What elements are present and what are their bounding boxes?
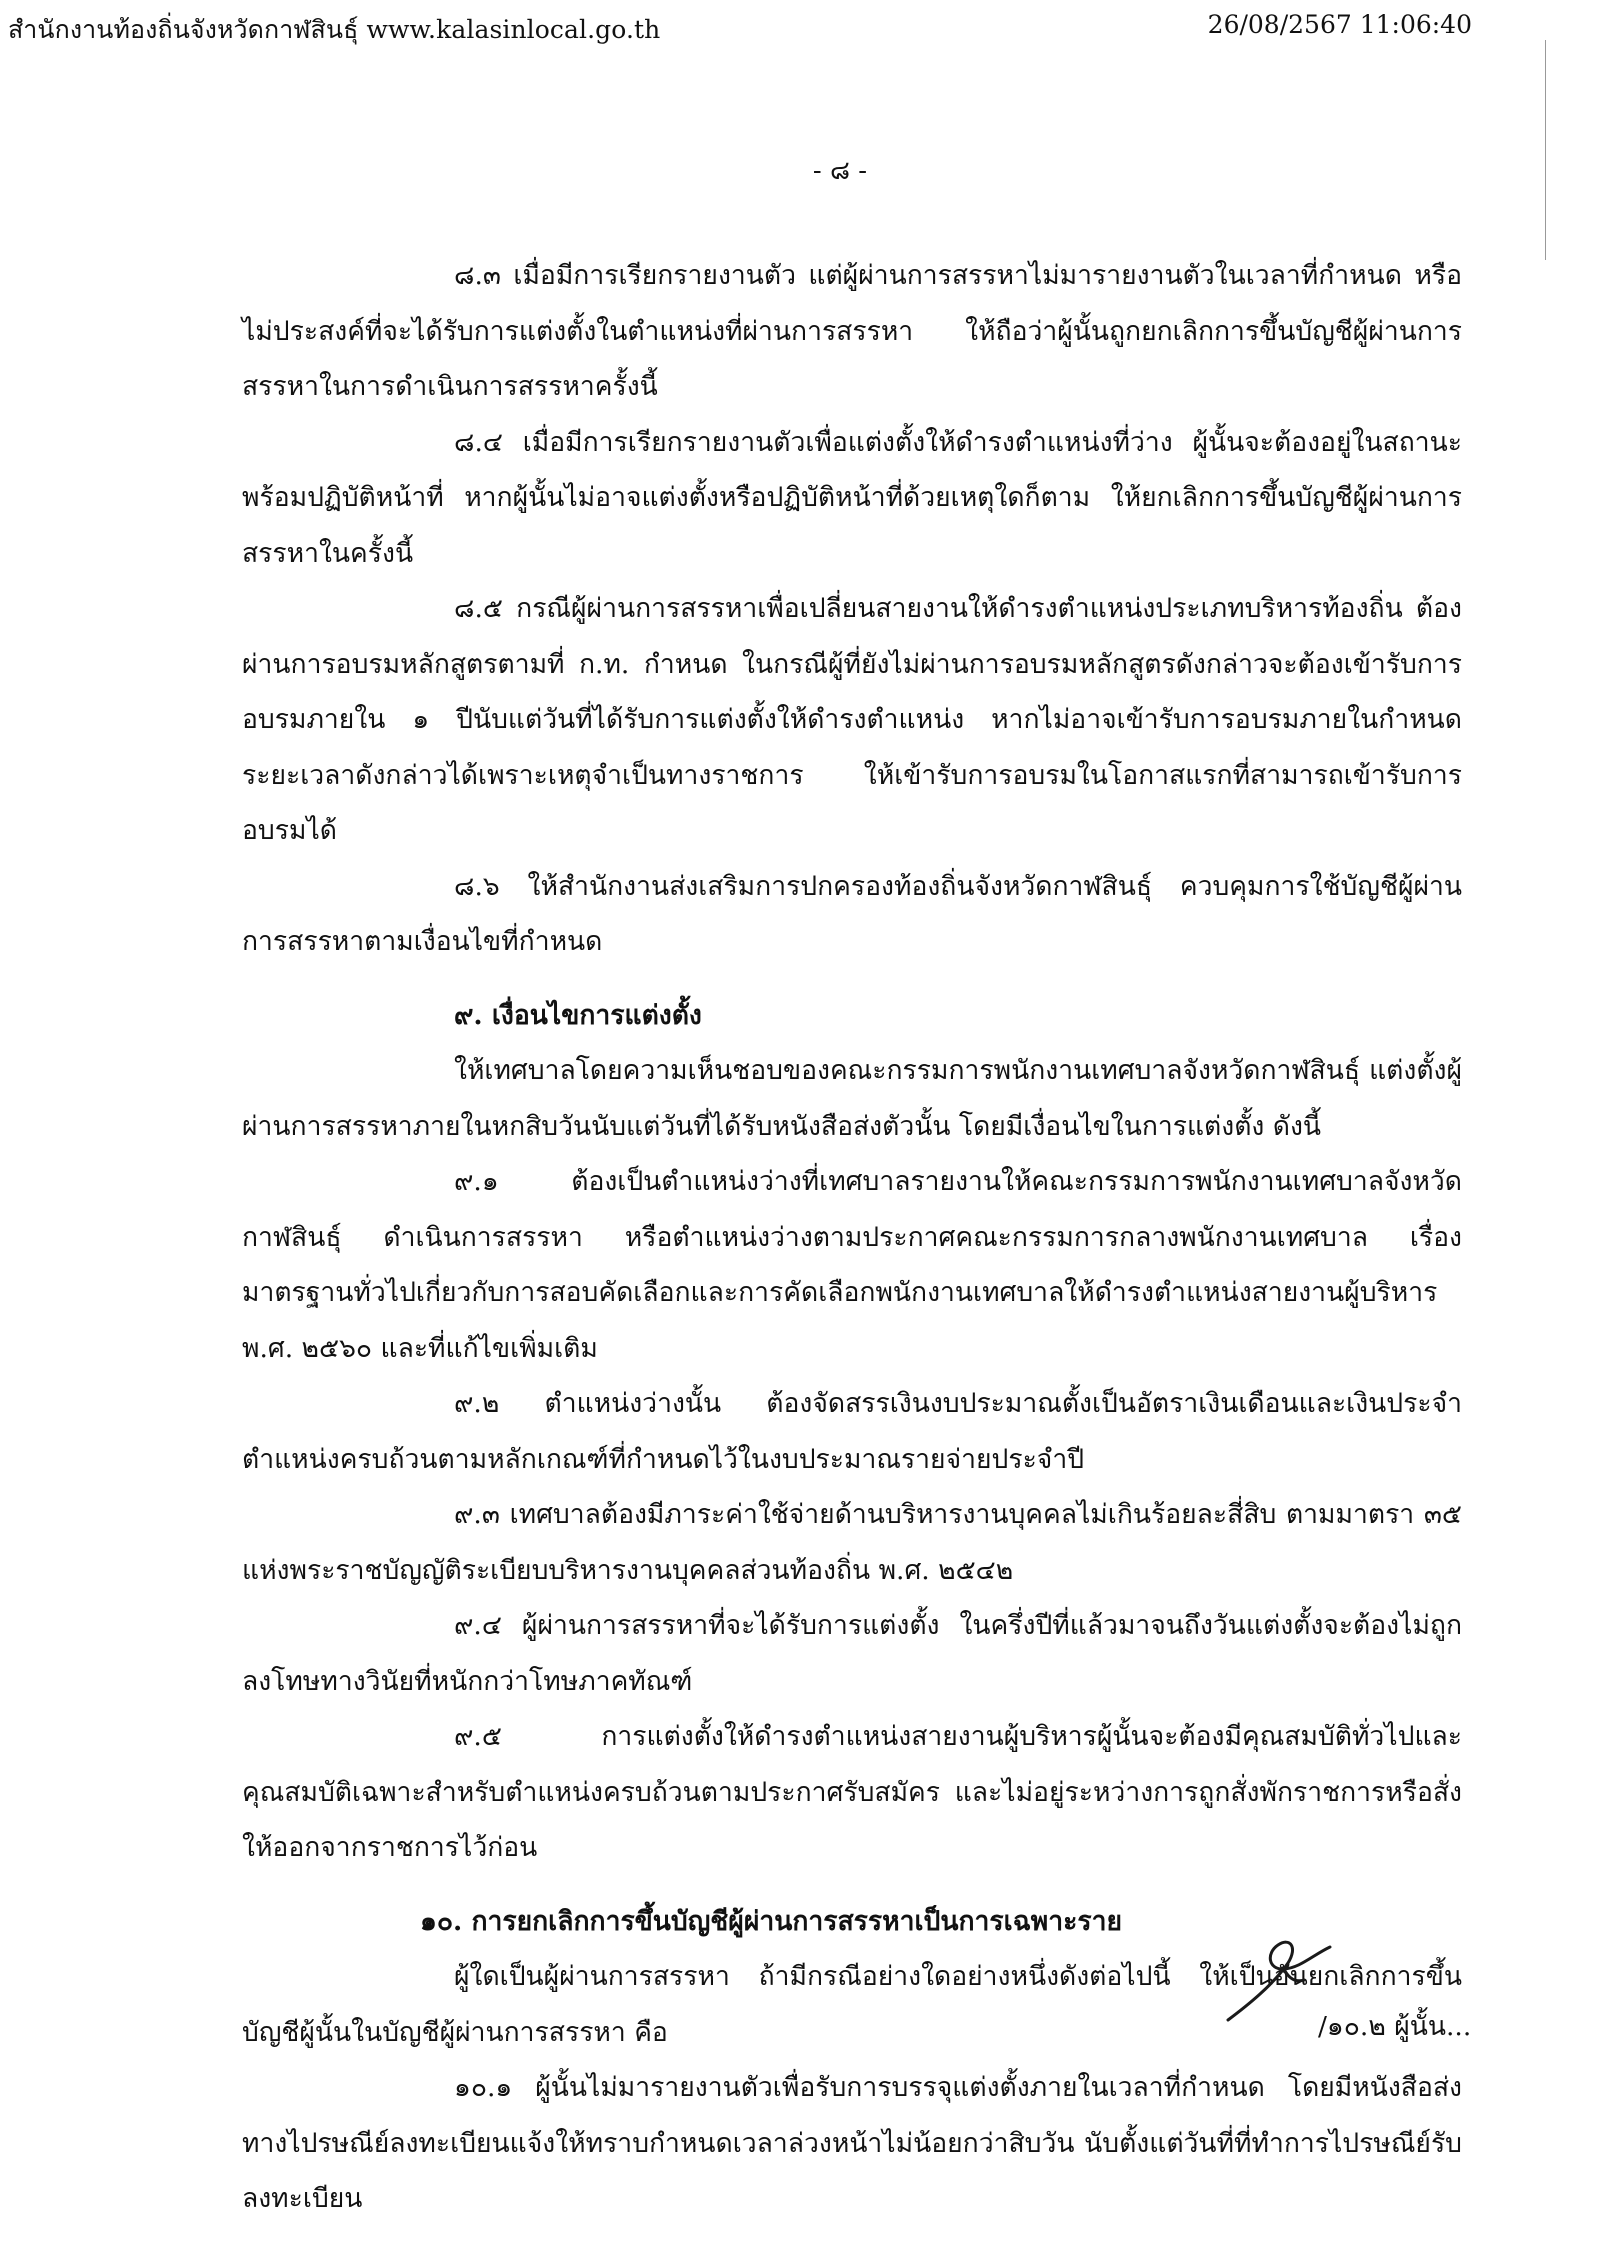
continued-note: /๑๐.๒ ผู้นั้น... (1318, 2011, 1472, 2042)
document-source-header: สำนักงานท้องถิ่นจังหวัดกาฬสินธุ์ www.kalasinlocal.go.th (8, 15, 661, 44)
paragraph-8-4: ๘.๔ เมื่อมีการเรียกรายงานตัวเพื่อแต่งตั้งให้ดำรงตำแหน่งที่ว่าง ผู้นั้นจะต้องอยู่ในสถานะพร้อมปฏิบัติหน้าที่ หากผู้นั้นไม่อาจแต่งตั้งหรือปฏิบัติหน้าที่ด้วยเหตุใดก็ตาม ให้ยกเลิกการขึ้นบัญชีผู้ผ่านการสรรหาในครั้งนี้ (242, 426, 1462, 569)
page-number: - ๘ - (812, 156, 868, 186)
scan-edge-mark (1545, 40, 1546, 260)
paragraph-8-5: ๘.๕ กรณีผู้ผ่านการสรรหาเพื่อเปลี่ยนสายงานให้ดำรงตำแหน่งประเภทบริหารท้องถิ่น ต้องผ่านการอบรมหลักสูตรตามที่ ก.ท. กำหนด ในกรณีผู้ที่ยังไม่ผ่านการอบรมหลักสูตรดังกล่าวจะต้องเข้ารับการอบรมภายใน ๑ ปีนับแต่วันที่ได้รับการแต่งตั้งให้ดำรงตำแหน่ง หากไม่อาจเข้ารับการอบรมภายในกำหนดระยะเวลาดังกล่าวได้เพราะเหตุจำเป็นทางราชการ ให้เข้ารับการอบรมในโอกาสแรกที่สามารถเข้ารับการอบรมได้ (242, 593, 1462, 846)
paragraph-10-intro: ผู้ใดเป็นผู้ผ่านการสรรหา ถ้ามีกรณีอย่างใดอย่างหนึ่งดังต่อไปนี้ ให้เป็นอันยกเลิกการขึ้นบัญชีผู้นั้นในบัญชีผู้ผ่านการสรรหา คือ (242, 1961, 1462, 2048)
section-heading-9: ๙. เงื่อนไขการแต่งตั้ง (454, 999, 702, 1031)
paragraph-9-1: ๙.๑ ต้องเป็นตำแหน่งว่างที่เทศบาลรายงานให้คณะกรรมการพนักงานเทศบาลจังหวัดกาฬสินธุ์ ดำเนินการสรรหา หรือตำแหน่งว่างตามประกาศคณะกรรมการกลางพนักงานเทศบาล เรื่อง มาตรฐานทั่วไปเกี่ยวกับการสอบคัดเลือกและการคัดเลือกพนักงานเทศบาลให้ดำรงตำแหน่งสายงานผู้บริหาร พ.ศ. ๒๕๖๐ และที่แก้ไขเพิ่มเติม (242, 1166, 1462, 1364)
paragraph-8-3: ๘.๓ เมื่อมีการเรียกรายงานตัว แต่ผู้ผ่านการสรรหาไม่มารายงานตัวในเวลาที่กำหนด หรือไม่ประสงค์ที่จะได้รับการแต่งตั้งในตำแหน่งที่ผ่านการสรรหา ให้ถือว่าผู้นั้นถูกยกเลิกการขึ้นบัญชีผู้ผ่านการสรรหาในการดำเนินการสรรหาครั้งนี้ (242, 260, 1462, 402)
paragraph-9-3: ๙.๓ เทศบาลต้องมีภาระค่าใช้จ่ายด้านบริหารงานบุคคลไม่เกินร้อยละสี่สิบ ตามมาตรา ๓๕ แห่งพระราชบัญญัติระเบียบบริหารงานบุคคลส่วนท้องถิ่น พ.ศ. ๒๕๔๒ (242, 1499, 1462, 1586)
paragraph-9-4: ๙.๔ ผู้ผ่านการสรรหาที่จะได้รับการแต่งตั้ง ในครึ่งปีที่แล้วมาจนถึงวันแต่งตั้งจะต้องไม่ถูกลงโทษทางวินัยที่หนักกว่าโทษภาคทัณฑ์ (242, 1610, 1462, 1697)
paragraph-9-intro: ให้เทศบาลโดยความเห็นชอบของคณะกรรมการพนักงานเทศบาลจังหวัดกาฬสินธุ์ แต่งตั้งผู้ผ่านการสรรหาภายในหกสิบวันนับแต่วันที่ได้รับหนังสือส่งตัวนั้น โดยมีเงื่อนไขในการแต่งตั้ง ดังนี้ (242, 1055, 1462, 1142)
paragraph-8-6: ๘.๖ ให้สำนักงานส่งเสริมการปกครองท้องถิ่นจังหวัดกาฬสินธุ์ ควบคุมการใช้บัญชีผู้ผ่านการสรรหาตามเงื่อนไขที่กำหนด (242, 870, 1462, 957)
paragraph-9-5: ๙.๕ การแต่งตั้งให้ดำรงตำแหน่งสายงานผู้บริหารผู้นั้นจะต้องมีคุณสมบัติทั่วไปและคุณสมบัติเฉพาะสำหรับตำแหน่งครบถ้วนตามประกาศรับสมัคร และไม่อยู่ระหว่างการถูกสั่งพักราชการหรือสั่งให้ออกจากราชการไว้ก่อน (242, 1721, 1462, 1863)
section-heading-10: ๑๐. การยกเลิกการขึ้นบัญชีผู้ผ่านการสรรหาเป็นการเฉพาะราย (420, 1905, 1122, 1937)
paragraph-10-1: ๑๐.๑ ผู้นั้นไม่มารายงานตัวเพื่อรับการบรรจุแต่งตั้งภายในเวลาที่กำหนด โดยมีหนังสือส่งทางไปรษณีย์ลงทะเบียนแจ้งให้ทราบกำหนดเวลาล่วงหน้าไม่น้อยกว่าสิบวัน นับตั้งแต่วันที่ที่ทำการไปรษณีย์รับลงทะเบียน (242, 2072, 1462, 2214)
document-timestamp: 26/08/2567 11:06:40 (1207, 10, 1472, 39)
paragraph-9-2: ๙.๒ ตำแหน่งว่างนั้น ต้องจัดสรรเงินงบประมาณตั้งเป็นอัตราเงินเดือนและเงินประจำตำแหน่งครบถ้วนตามหลักเกณฑ์ที่กำหนดไว้ในงบประมาณรายจ่ายประจำปี (242, 1388, 1462, 1475)
